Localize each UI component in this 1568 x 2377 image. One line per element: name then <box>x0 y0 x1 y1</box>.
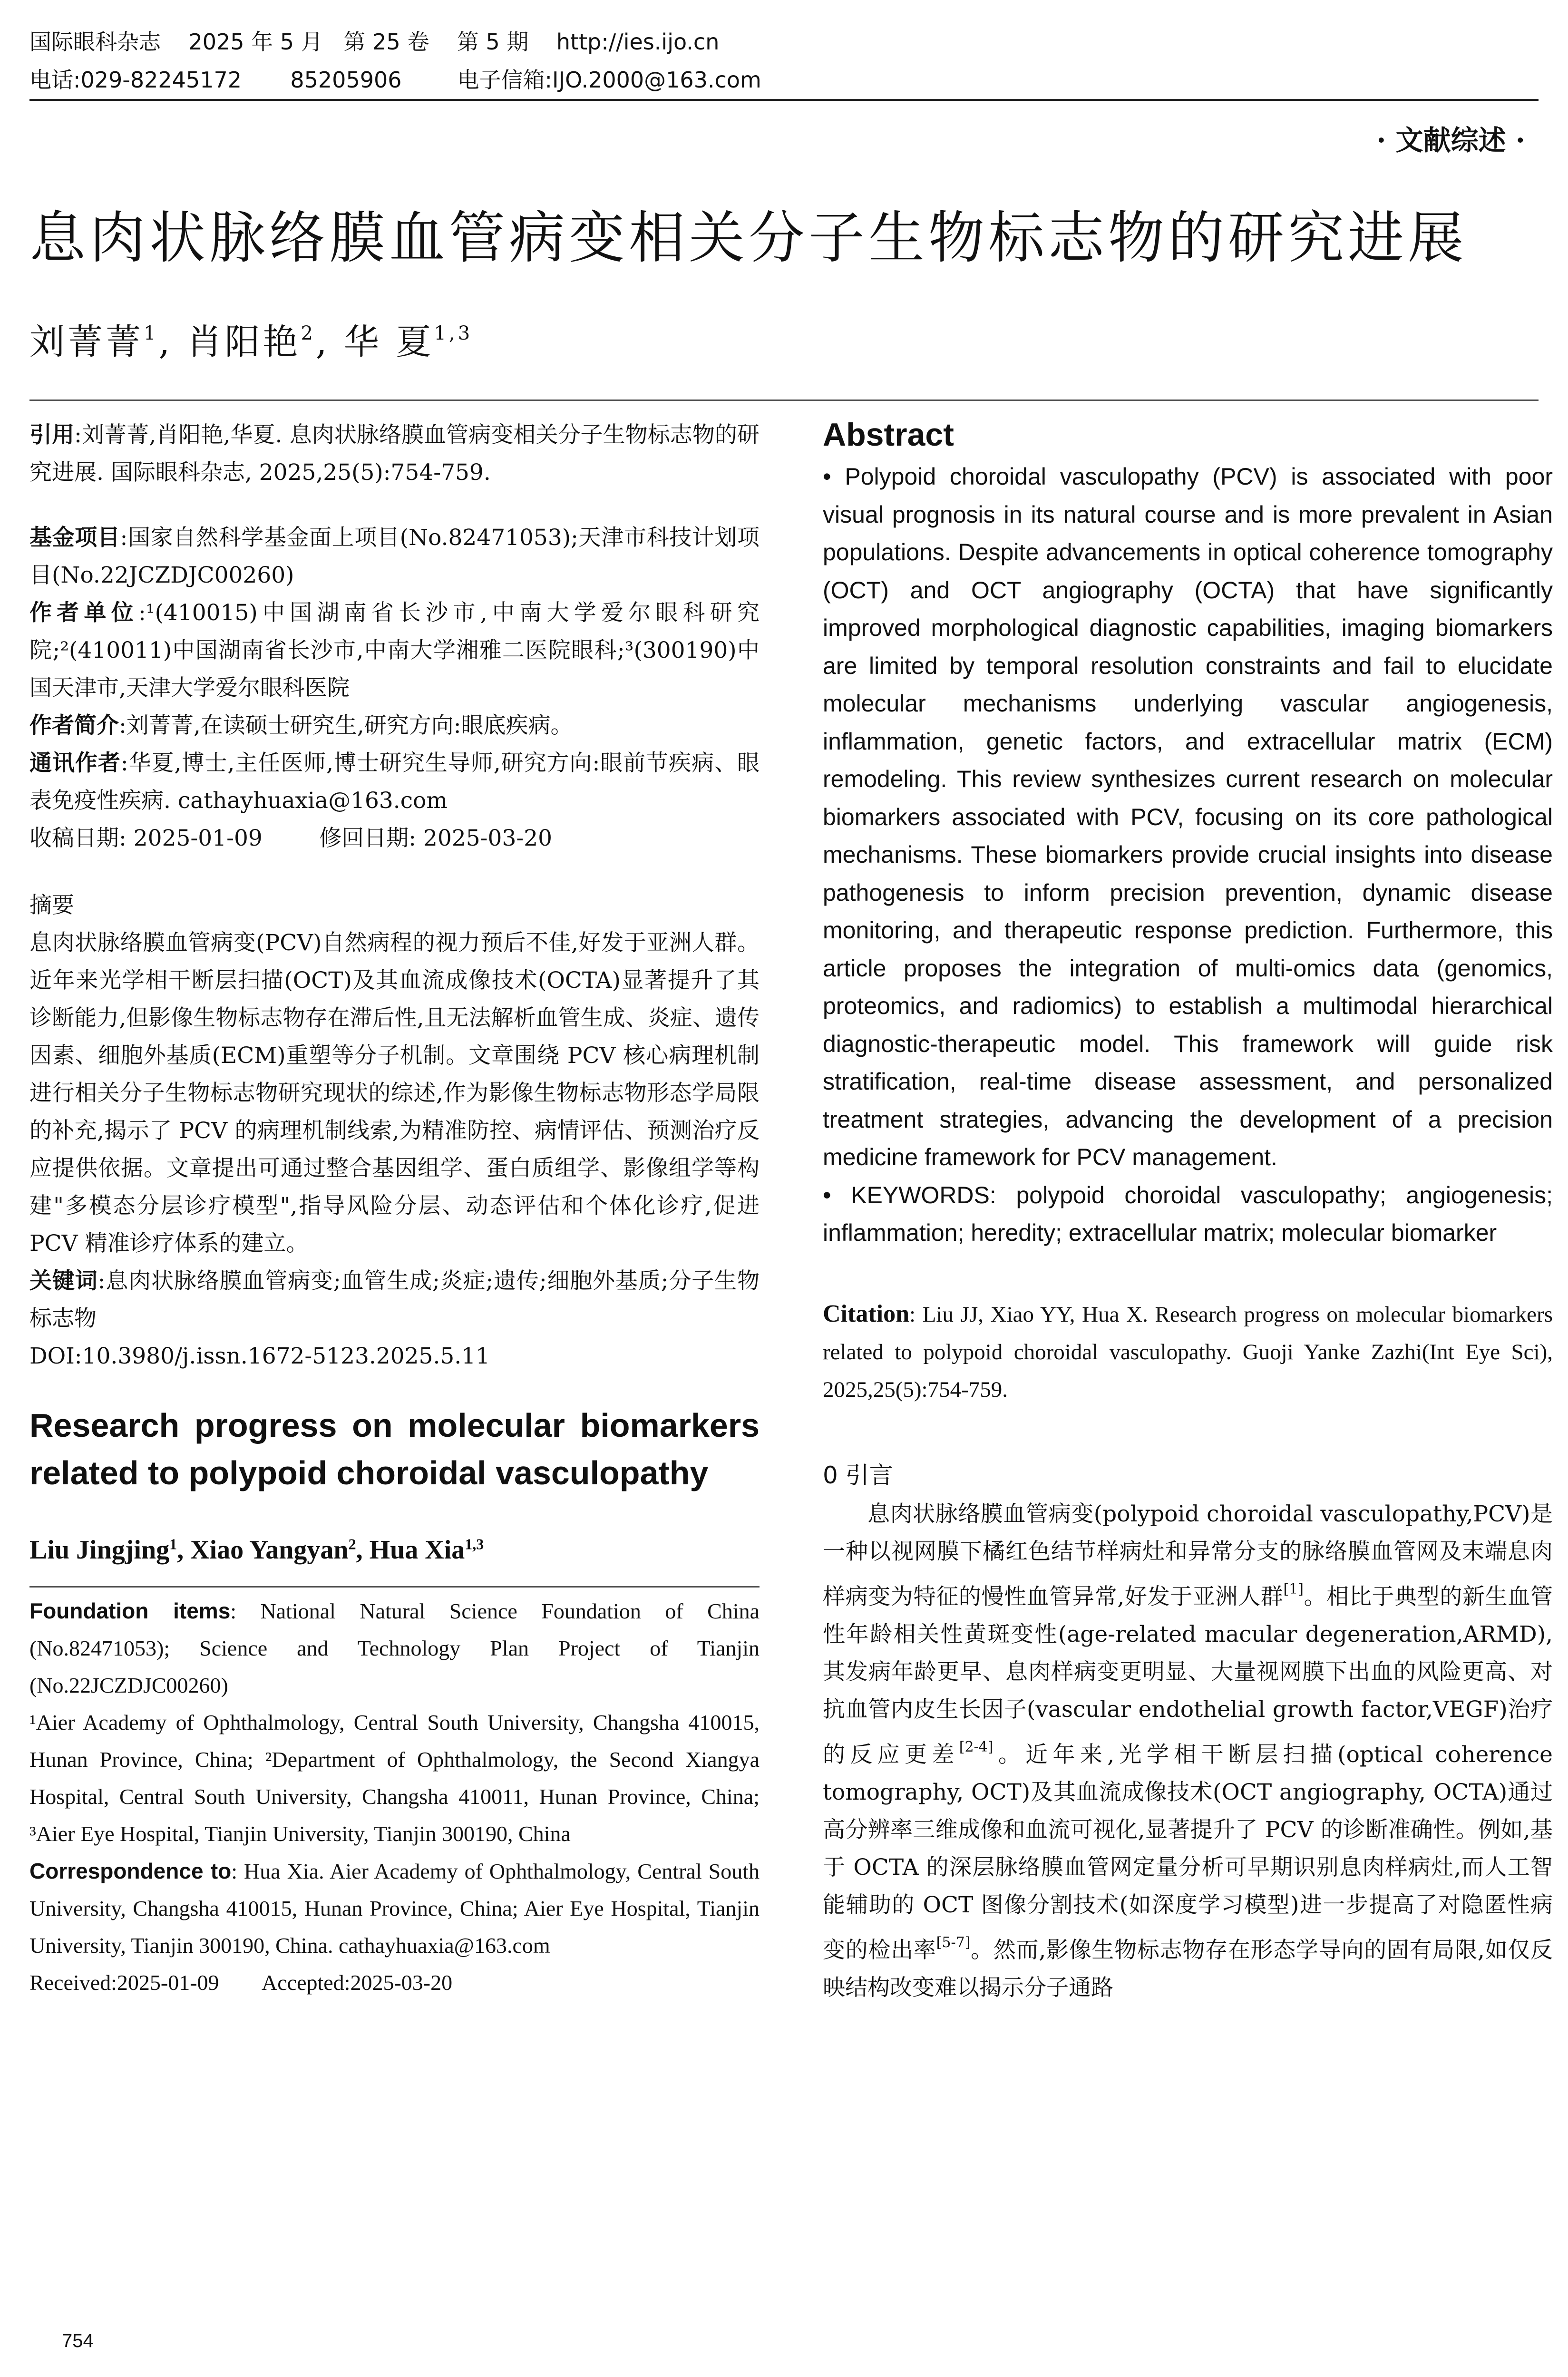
author-name: 刘菁菁 <box>29 321 144 362</box>
reference-mark: [5-7] <box>936 1934 971 1951</box>
cn-funding: 基金项目:国家自然科学基金面上项目(No.82471053);天津市科技计划项目(No.22JCZDJC00260) <box>29 525 760 588</box>
cn-author-bio: 作者简介:刘菁菁,在读硕士研究生,研究方向:眼底疾病。 <box>29 712 573 739</box>
cn-affiliation: 作者单位:¹(410015)中国湖南省长沙市,中南大学爱尔眼科研究院;²(410011)中国湖南省长沙市,中南大学湘雅二医院眼科;³(300190)中国天津市,天津大学爱尔眼科医院 <box>29 600 760 701</box>
english-title: Research progress on molecular biomarkers related to polypoid choroidal vasculopathy <box>29 1407 760 1491</box>
english-foundation: Foundation items: National Natural Science Foundation of China (No.82471053); Science and Technology Plan Project of Tianjin (No.22JCZDJC00260) <box>29 1598 760 1697</box>
intro-paragraph: 息肉状脉络膜血管病变(polypoid choroidal vasculopathy,PCV)是一种以视网膜下橘红色结节样病灶和异常分支的脉络膜血管网及末端息肉样病变为特征的慢性血管异常,好发于亚洲人群[1]。相比于典型的新生血管性年龄相关性黄斑变性(age-related macular degeneration,ARMD),其发病年龄更早、息肉样病变更明显、大量视网膜下出血的风险更高、对抗血管内皮生长因子(vascular endothelial growth factor,VEGF)治疗的反应更差[2-4]。近年来,光学相干断层扫描(optical coherence tomography, OCT)及其血流成像技术(OCT angiography, OCTA)通过高分辨率三维成像和血流可视化,显著提升了 PCV 的诊断准确性。例如,基于 OCTA 的深层脉络膜血管网定量分析可早期识别息肉样病灶,而人工智能辅助的 OCT 图像分割技术(如深度学习模型)进一步提高了对隐匿性病变的检出率[5-7]。然而,影像生物标志物存在形态学导向的固有局限,如仅反映结构改变难以揭示分子通路 <box>823 1500 1553 2001</box>
author-affil: 1 <box>144 322 159 344</box>
cn-keywords: 关键词:息肉状脉络膜血管病变;血管生成;炎症;遗传;细胞外基质;分子生物标志物 <box>29 1268 760 1332</box>
cn-dates: 收稿日期: 2025-01-09 修回日期: 2025-03-20 <box>29 825 553 851</box>
cn-citation: 引用:刘菁菁,肖阳艳,华夏. 息肉状脉络膜血管病变相关分子生物标志物的研究进展. 国际眼科杂志, 2025,25(5):754-759. <box>29 422 760 486</box>
english-abstract-text: • Polypoid choroidal vasculopathy (PCV) is associated with poor visual prognosis in its natural course and is more prevalent in Asian populations. Despite advancements in optical coherence tomography (OCT) and OCT angiography (OCTA) that have significantly improved morphological diagnostic capabilities, imaging biomarkers are limited by temporal resolution constraints and fail to elucidate molecular mechanisms underlying vascular angiogenesis, inflammation, genetic factors, and extracellular matrix (ECM) remodeling. This review synthesizes current research on molecular biomarkers associated with PCV, focusing on its core pathological mechanisms. These biomarkers provide crucial insights into disease pathogenesis to inform precision prevention, dynamic disease monitoring, and therapeutic response prediction. Furthermore, this article proposes the integration of multi-omics data (genomics, proteomics, and radiomics) to establish a multimodal hierarchical diagnostic-therapeutic model. This framework will guide risk stratification, real-time disease assessment, and personalized treatment strategies, advancing the development of a precision medicine framework for PCV management. <box>823 463 1553 1170</box>
cn-abstract-heading: 摘要 <box>29 892 74 918</box>
page-number: 754 <box>62 2330 94 2351</box>
author-affil: 1,3 <box>434 322 473 344</box>
header-divider <box>29 99 1539 101</box>
english-abstract-heading: Abstract <box>823 417 954 453</box>
author-name: 肖阳艳 <box>186 321 301 362</box>
article-title: 息肉状脉络膜血管病变相关分子生物标志物的研究进展 <box>29 205 1468 271</box>
author-affil: 2 <box>301 322 316 344</box>
cn-correspondence: 通讯作者:华夏,博士,主任医师,博士研究生导师,研究方向:眼前节疾病、眼表免疫性疾病. cathayhuaxia@163.com <box>29 750 760 814</box>
journal-header-line2: 电话:029-82245172 85205906 电子信箱:IJO.2000@163.com <box>29 67 761 93</box>
section-tag: · 文献综述 · <box>1376 124 1525 156</box>
journal-header-line1: 国际眼科杂志 2025 年 5 月 第 25 卷 第 5 期 http://ies.ijo.cn <box>29 29 720 55</box>
english-author-list: Liu Jingjing$^1$, Xiao Yangyan$^2$, Hua Xia$^{1,3}$ <box>29 1535 484 1565</box>
cn-abstract-text: 息肉状脉络膜血管病变(PCV)自然病程的视力预后不佳,好发于亚洲人群。近年来光学相干断层扫描(OCT)及其血流成像技术(OCTA)显著提升了其诊断能力,但影像生物标志物存在滞后性,且无法解析血管生成、炎症、遗传因素、细胞外基质(ECM)重塑等分子机制。文章围绕 PCV 核心病理机制进行相关分子生物标志物研究现状的综述,作为影像生物标志物形态学局限的补充,揭示了 PCV 的病理机制线索,为精准防控、病情评估、预测治疗反应提供依据。文章提出可通过整合基因组学、蛋白质组学、影像组学等构建"多模态分层诊疗模型",指导风险分层、动态评估和个体化诊疗,促进 PCV 精准诊疗体系的建立。 <box>29 930 760 1257</box>
reference-mark: [2-4] <box>959 1738 993 1755</box>
english-keywords: • KEYWORDS: polypoid choroidal vasculopathy; angiogenesis; inflammation; heredity; extracellular matrix; molecular biomarker <box>823 1181 1553 1246</box>
english-correspondence: Correspondence to: Hua Xia. Aier Academy of Ophthalmology, Central South University, Changsha 410015, Hunan Province, China; Aier Eye Hospital, Tianjin University, Tianjin 300190, China. cathayhuaxia@163.com <box>29 1859 760 1958</box>
left-column <box>29 416 760 2001</box>
doi: DOI:10.3980/j.issn.1672-5123.2025.5.11 <box>29 1343 490 1369</box>
title-divider <box>29 399 1539 401</box>
english-citation: Citation: Liu JJ, Xiao YY, Hua X. Research progress on molecular biomarkers related to polypoid choroidal vasculopathy. Guoji Yanke Zazhi(Int Eye Sci), 2025,25(5):754-759. <box>823 1300 1553 1402</box>
author-name: 华 夏 <box>344 321 434 362</box>
author-list: 刘菁菁$^1$, 肖阳艳$^2$, 华 夏$^{1,3}$ <box>29 321 473 362</box>
english-dates: Received:2025-01-09 Accepted:2025-03-20 <box>29 1970 453 1995</box>
intro-heading: 0 引言 <box>823 1461 893 1489</box>
reference-mark: [1] <box>1283 1580 1304 1598</box>
right-column <box>823 416 1553 2007</box>
english-affiliation: ¹Aier Academy of Ophthalmology, Central South University, Changsha 410015, Hunan Province, China; ²Department of Ophthalmology, the Second Xiangya Hospital, Central South University, Changsha 410011, Hunan Province, China; ³Aier Eye Hospital, Tianjin University, Tianjin 300190, China <box>29 1710 760 1846</box>
